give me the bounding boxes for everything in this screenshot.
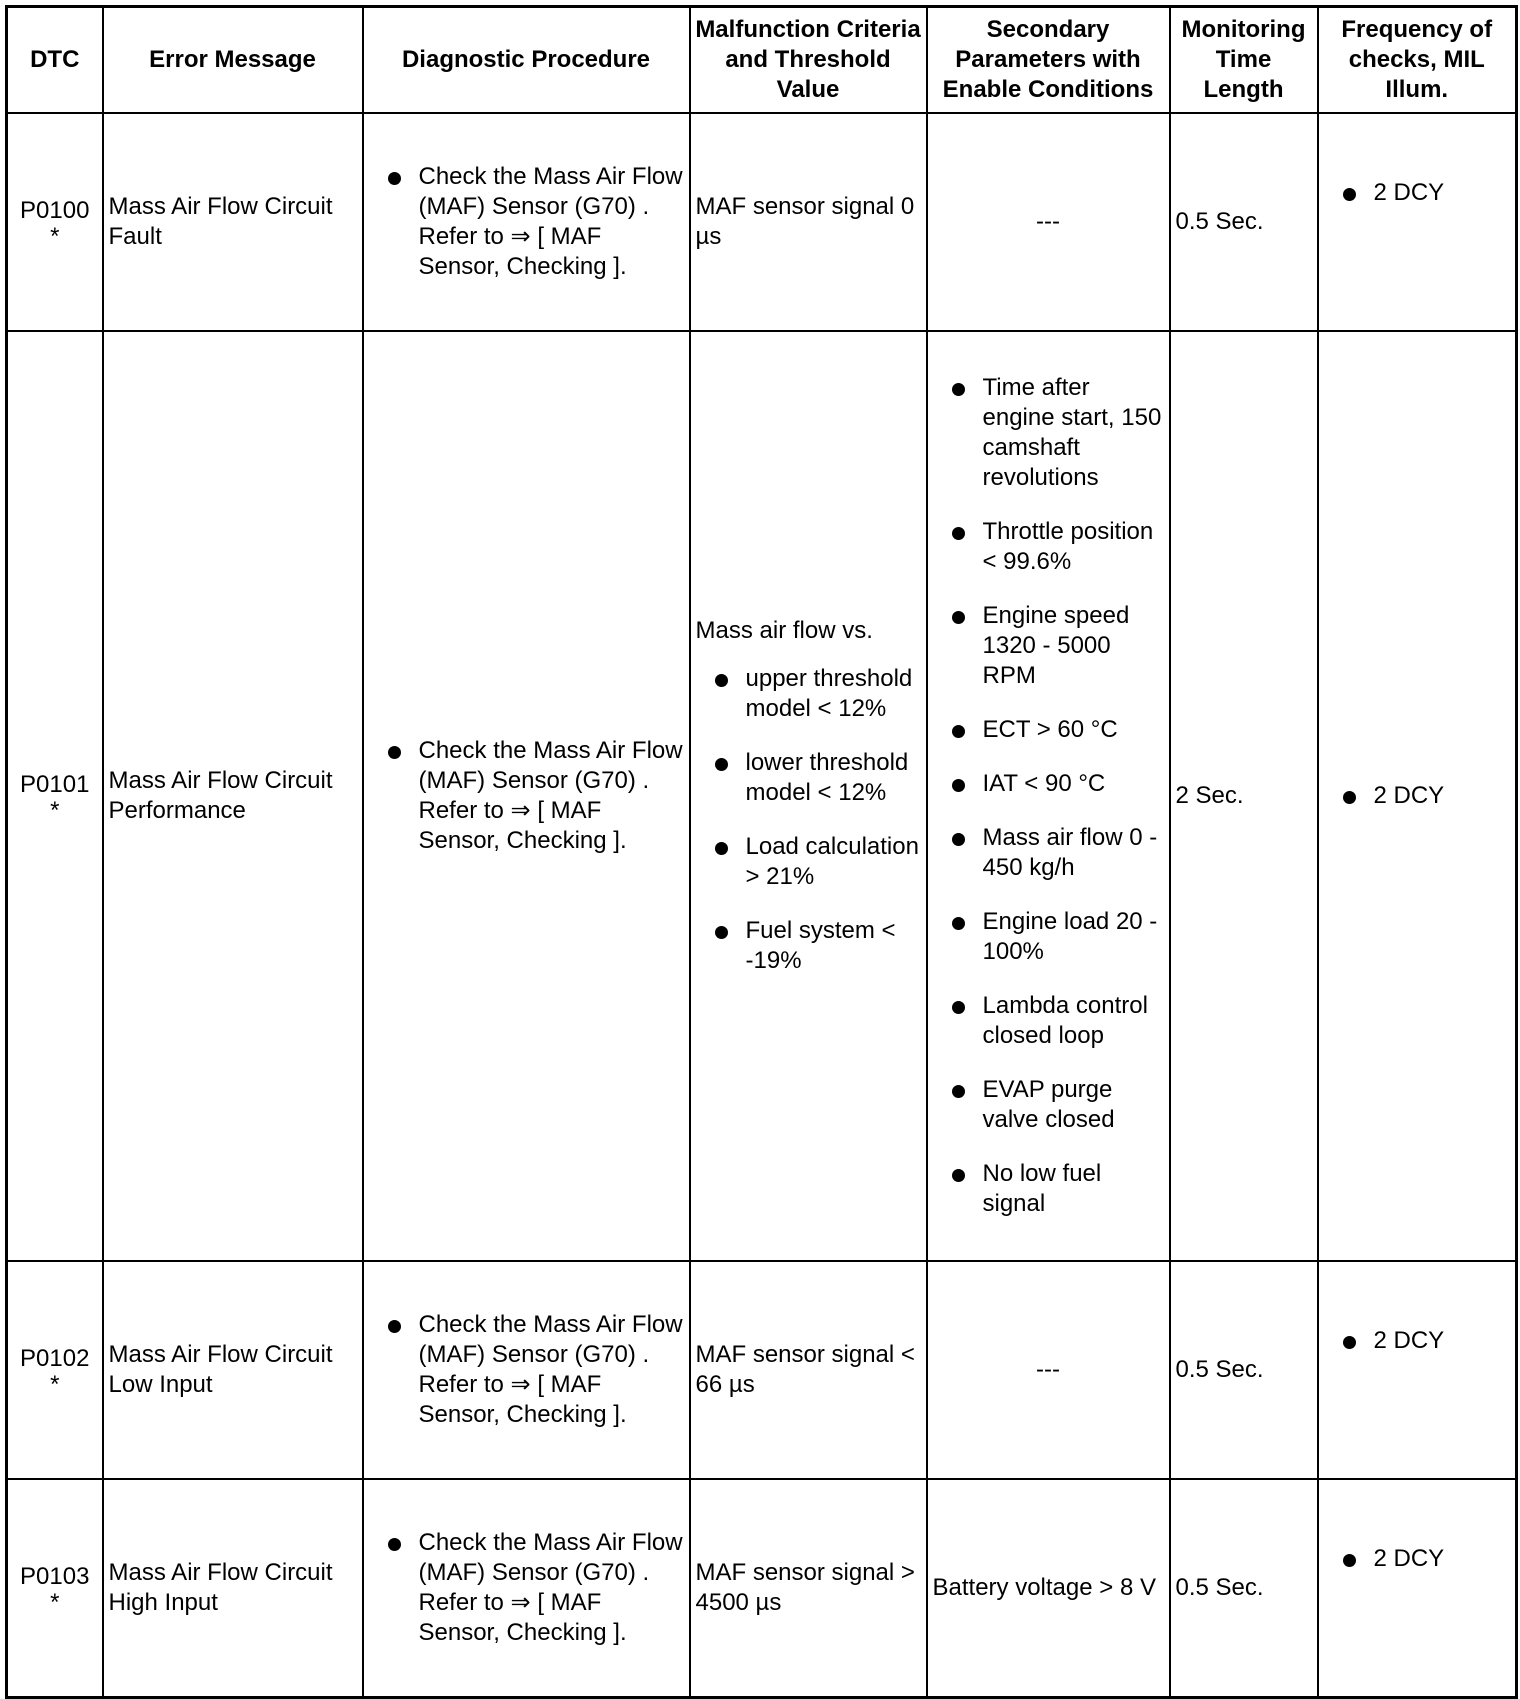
secondary-cell: Battery voltage > 8 V <box>927 1479 1170 1697</box>
document-page <box>5 5 1515 1689</box>
monitoring-cell: 0.5 Sec. <box>1170 113 1318 331</box>
frequency-item: 2 DCY <box>1324 1326 1511 1356</box>
malfunction-cell: MAF sensor signal < 66 µs <box>690 1261 927 1479</box>
dtc-code: P0101 <box>20 771 90 798</box>
dtc-code: P0102 <box>20 1345 90 1372</box>
procedure-cell <box>363 331 690 1261</box>
dtc-asterisk: * <box>50 1371 60 1398</box>
secondary-cell: --- <box>927 113 1170 331</box>
dtc-cell <box>7 113 103 331</box>
secondary-item: Lambda control closed loop <box>933 991 1164 1051</box>
malfunction-item: upper threshold model < 12% <box>696 664 921 724</box>
secondary-item: Mass air flow 0 - 450 kg/h <box>933 823 1164 883</box>
dtc-code: P0100 <box>20 197 90 224</box>
dtc-code: P0103 <box>20 1562 90 1590</box>
dtc-cell <box>7 1479 103 1697</box>
secondary-item: IAT < 90 °C <box>933 769 1164 799</box>
procedure-cell <box>363 113 690 331</box>
malfunction-intro: Mass air flow vs. <box>695 617 873 644</box>
procedure-item: Check the Mass Air Flow (MAF) Sensor (G70) . Refer to ⇒ [ MAF Sensor, Checking ]. <box>369 736 684 856</box>
procedure-item: Check the Mass Air Flow (MAF) Sensor (G70) . Refer to ⇒ [ MAF Sensor, Checking ]. <box>369 1528 684 1648</box>
malfunction-cell: MAF sensor signal 0 µs <box>690 113 927 331</box>
monitoring-cell: 2 Sec. <box>1170 331 1318 1261</box>
dtc-table <box>5 5 1518 1699</box>
header-secondary-parameters: Secondary Parameters with Enable Conditions <box>927 7 1170 114</box>
secondary-item: Engine load 20 - 100% <box>933 907 1164 967</box>
secondary-item: ECT > 60 °C <box>933 715 1164 745</box>
error-message-cell: Mass Air Flow Circuit Low Input <box>103 1261 363 1479</box>
header-diagnostic-procedure: Diagnostic Procedure <box>363 7 690 114</box>
frequency-item: 2 DCY <box>1324 178 1511 208</box>
frequency-item: 2 DCY <box>1324 1544 1511 1574</box>
dtc-asterisk: * <box>50 223 60 250</box>
malfunction-item: lower threshold model < 12% <box>696 748 921 808</box>
procedure-cell <box>363 1479 690 1697</box>
error-message-cell: Mass Air Flow Circuit Fault <box>103 113 363 331</box>
header-dtc: DTC <box>7 7 103 114</box>
table-row <box>7 331 1517 1261</box>
header-malfunction-criteria: Malfunction Criteria and Threshold Value <box>690 7 927 114</box>
frequency-cell <box>1318 1479 1517 1697</box>
frequency-item: 2 DCY <box>1324 781 1511 811</box>
secondary-item: Time after engine start, 150 camshaft revolutions <box>933 373 1164 493</box>
error-message-cell: Mass Air Flow Circuit Performance <box>103 331 363 1261</box>
table-row <box>7 1479 1517 1697</box>
procedure-item: Check the Mass Air Flow (MAF) Sensor (G70) . Refer to ⇒ [ MAF Sensor, Checking ]. <box>369 1310 684 1430</box>
header-monitoring-time: Monitoring Time Length <box>1170 7 1318 114</box>
secondary-item: No low fuel signal <box>933 1159 1164 1219</box>
frequency-cell <box>1318 1261 1517 1479</box>
frequency-cell <box>1318 113 1517 331</box>
secondary-cell <box>927 331 1170 1261</box>
malfunction-item: Fuel system < -19% <box>696 916 921 976</box>
monitoring-cell: 0.5 Sec. <box>1170 1479 1318 1697</box>
table-header-row <box>7 7 1517 114</box>
dtc-asterisk: * <box>50 1588 60 1616</box>
table-row <box>7 113 1517 331</box>
secondary-item: Engine speed 1320 - 5000 RPM <box>933 601 1164 691</box>
monitoring-cell: 0.5 Sec. <box>1170 1261 1318 1479</box>
malfunction-cell: MAF sensor signal > 4500 µs <box>690 1479 927 1697</box>
header-error-message: Error Message <box>103 7 363 114</box>
frequency-cell <box>1318 331 1517 1261</box>
malfunction-item: Load calculation > 21% <box>696 832 921 892</box>
malfunction-cell <box>690 331 927 1261</box>
secondary-item: EVAP purge valve closed <box>933 1075 1164 1135</box>
dtc-asterisk: * <box>50 797 60 824</box>
table-row <box>7 1261 1517 1479</box>
secondary-item: Throttle position < 99.6% <box>933 517 1164 577</box>
procedure-item: Check the Mass Air Flow (MAF) Sensor (G70) . Refer to ⇒ [ MAF Sensor, Checking ]. <box>369 162 684 282</box>
header-frequency: Frequency of checks, MIL Illum. <box>1318 7 1517 114</box>
secondary-cell: --- <box>927 1261 1170 1479</box>
error-message-cell: Mass Air Flow Circuit High Input <box>103 1479 363 1697</box>
procedure-cell <box>363 1261 690 1479</box>
dtc-cell <box>7 331 103 1261</box>
dtc-cell <box>7 1261 103 1479</box>
